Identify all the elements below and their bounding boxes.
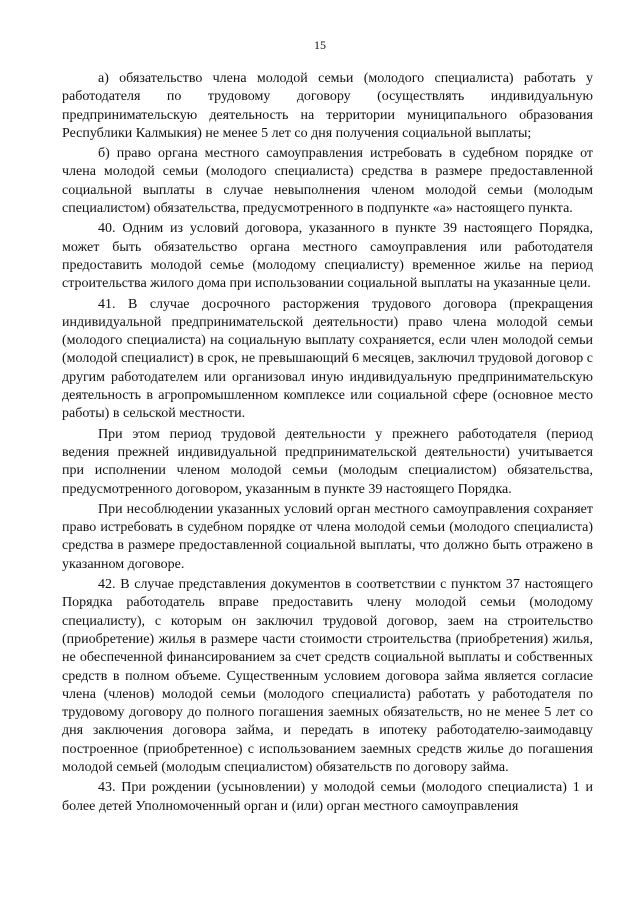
paragraph-41: 41. В случае досрочного расторжения трудового договора (прекращения индивидуальной предпринимательской деятельности) право члена молодой семьи (молодого специалиста) на социальную выплату сохраняется, если член молодой семьи (молодой специалист) в срок, не превышающий 6 месяцев, заключил трудовой договор с другим работодателем или организовал иную индивидуальную предпринимательскую деятельность в агропромышленном комплексе или социальной сфере (основное место работы) в сельской местности.: [62, 296, 593, 422]
paragraph-42: 42. В случае представления документов в соответствии с пунктом 37 настоящего Порядка работодатель вправе предоставить члену молодой семьи (молодому специалисту), с которым он заключил трудовой договор, заем на строительство (приобретение) жилья в размере части стоимости строительства (приобретения) жилья, не обеспеченной финансированием за счет средств социальной выплаты и собственных средств в полном объеме. Существенным условием договора займа является согласие члена (членов) молодой семьи (молодого специалиста) работать у работодателя по трудовому договору до полного погашения заемных обязательств, но не менее 5 лет со дня заключения договора займа, и передать в ипотеку работодателю-заимодавцу построенное (приобретенное) с использованием заемных средств жилье до погашения молодой семьей (молодым специалистом) обязательств по договору займа.: [62, 577, 593, 775]
paragraph-subpoint-a: а) обязательство члена молодой семьи (молодого специалиста) работать у работодателя по трудовому договору (осуществлять индивидуальную предпринимательскую деятельность на территории муниципального образования Республики Калмыкия) не менее 5 лет со дня получения социальной выплаты;: [62, 71, 593, 141]
document-body: [62, 70, 593, 818]
paragraph-41-noncompliance: При несоблюдении указанных условий орган местного самоуправления сохраняет право истребовать в судебном порядке от члена молодой семьи (молодого специалиста) средства в размере предоставленной социальной выплаты, что должно быть отражено в указанном договоре.: [62, 501, 593, 572]
paragraph-41-continued: При этом период трудовой деятельности у прежнего работодателя (период ведения прежней индивидуальной предпринимательской деятельности) учитывается при исполнении членом молодой семьи (молодым специалистом) обязательства, предусмотренного договором, указанным в пункте 39 настоящего Порядка.: [62, 426, 593, 497]
paragraph-43: 43. При рождении (усыновлении) у молодой семьи (молодого специалиста) 1 и более детей Уполномоченный орган и (или) орган местного самоуправления: [62, 780, 593, 814]
paragraph-subpoint-b: б) право органа местного самоуправления истребовать в судебном порядке от члена молодой семьи (молодого специалиста) средства в размере предоставленной социальной выплаты в случае невыполнения членом молодой семьи (молодым специалистом) обязательства, предусмотренного в подпункте «а» настоящего пункта.: [62, 146, 593, 217]
page-number: 15: [314, 38, 326, 52]
paragraph-40: 40. Одним из условий договора, указанного в пункте 39 настоящего Порядка, может быть обязательство органа местного самоуправления или работодателя предоставить молодой семье (молодому специалисту) временное жилье на период строительства жилого дома при использовании социальной выплаты на указанные цели.: [62, 221, 593, 292]
